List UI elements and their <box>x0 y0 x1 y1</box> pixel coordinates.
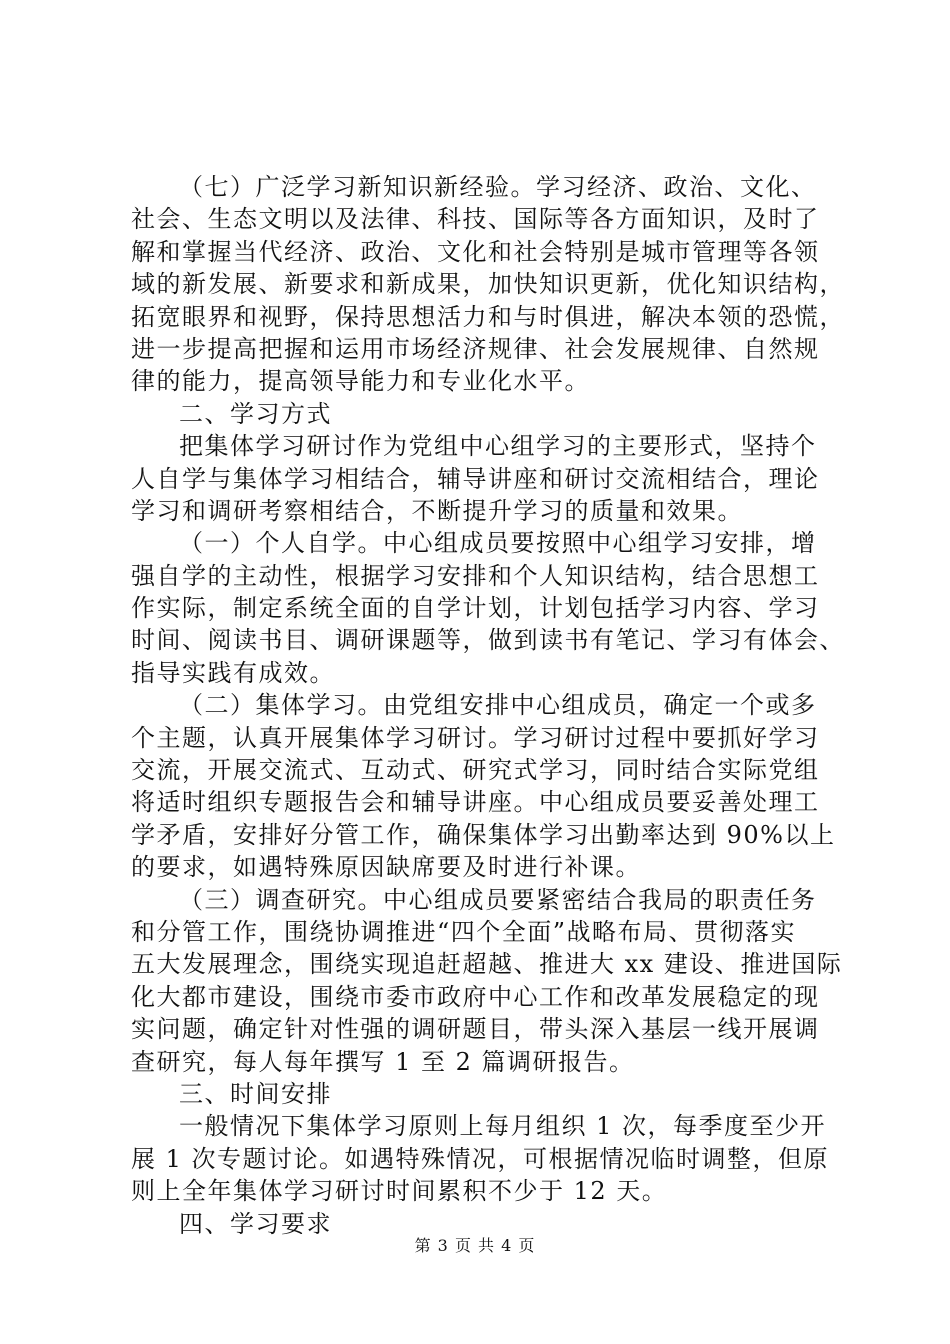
text-line: 将适时组织专题报告会和辅导讲座。中心组成员要妥善处理工 <box>131 788 820 817</box>
text-line: 则上全年集体学习研讨时间累积不少于 12 天。 <box>131 1177 668 1206</box>
text-line: 域的新发展、新要求和新成果，加快知识更新，优化知识结构， <box>131 270 845 299</box>
text-line: 五大发展理念，围绕实现追赶超越、推进大 xx 建设、推进国际 <box>131 950 843 979</box>
text-line: 社会、生态文明以及法律、科技、国际等各方面知识，及时了 <box>131 205 820 234</box>
page-number-footer: 第 3 页 共 4 页 <box>414 1236 536 1255</box>
text-line: 和分管工作，围绕协调推进“四个全面”战略布局、贯彻落实 <box>131 917 797 946</box>
text-line: 进一步提高把握和运用市场经济规律、社会发展规律、自然规 <box>131 334 820 363</box>
paragraph-research <box>131 884 843 1078</box>
paragraph-collective-study <box>131 689 836 883</box>
heading-line: 二、学习方式 <box>179 399 332 428</box>
text-line: （三）调查研究。中心组成员要紧密结合我局的职责任务 <box>179 885 817 914</box>
heading-line: 四、学习要求 <box>179 1209 332 1238</box>
text-line: 时间、阅读书目、调研课题等，做到读书有笔记、学习有体会、 <box>131 626 845 655</box>
paragraph-self-study <box>131 527 845 689</box>
paragraph-learning-method <box>131 430 826 527</box>
text-line: 的要求，如遇特殊原因缺席要及时进行补课。 <box>131 853 641 882</box>
text-line: 展 1 次专题讨论。如遇特殊情况，可根据情况临时调整，但原 <box>131 1144 830 1173</box>
heading-line: 三、时间安排 <box>179 1079 332 1108</box>
text-line: 化大都市建设，围绕市委市政府中心工作和改革发展稳定的现 <box>131 982 820 1011</box>
text-line: （二）集体学习。由党组安排中心组成员，确定一个或多 <box>179 691 817 720</box>
text-line: （一）个人自学。中心组成员要按照中心组学习安排，增 <box>179 529 817 558</box>
text-line: 个主题，认真开展集体学习研讨。学习研讨过程中要抓好学习 <box>131 723 820 752</box>
text-line: 强自学的主动性，根据学习安排和个人知识结构，结合思想工 <box>131 561 820 590</box>
section-heading-schedule <box>131 1078 826 1110</box>
text-line: 解和掌握当代经济、政治、文化和社会特别是城市管理等各领 <box>131 237 820 266</box>
text-line: 人自学与集体学习相结合，辅导讲座和研讨交流相结合，理论 <box>131 464 820 493</box>
text-line: 交流，开展交流式、互动式、研究式学习，同时结合实际党组 <box>131 756 820 785</box>
text-line: （七）广泛学习新知识新经验。学习经济、政治、文化、 <box>179 173 817 201</box>
text-line: 学习和调研考察相结合，不断提升学习的质量和效果。 <box>131 496 743 525</box>
paragraph-schedule <box>131 1110 830 1207</box>
text-line: 学矛盾，安排好分管工作，确保集体学习出勤率达到 90%以上 <box>131 820 836 849</box>
text-line: 作实际，制定系统全面的自学计划，计划包括学习内容、学习 <box>131 594 820 623</box>
text-line: 实问题，确定针对性强的调研题目，带头深入基层一线开展调 <box>131 1015 820 1044</box>
text-line: 一般情况下集体学习原则上每月组织 1 次，每季度至少开 <box>179 1112 827 1141</box>
text-line: 律的能力，提高领导能力和专业化水平。 <box>131 367 590 396</box>
text-line: 拓宽眼界和视野，保持思想活力和与时俱进，解决本领的恐慌， <box>131 302 845 331</box>
document-body <box>131 171 845 1240</box>
text-line: 指导实践有成效。 <box>131 658 335 687</box>
section-heading-learning-method <box>131 398 826 430</box>
text-line: 查研究，每人每年撰写 1 至 2 篇调研报告。 <box>131 1047 635 1076</box>
paragraph-seven <box>131 171 845 398</box>
text-line: 把集体学习研讨作为党组中心组学习的主要形式，坚持个 <box>179 432 817 461</box>
